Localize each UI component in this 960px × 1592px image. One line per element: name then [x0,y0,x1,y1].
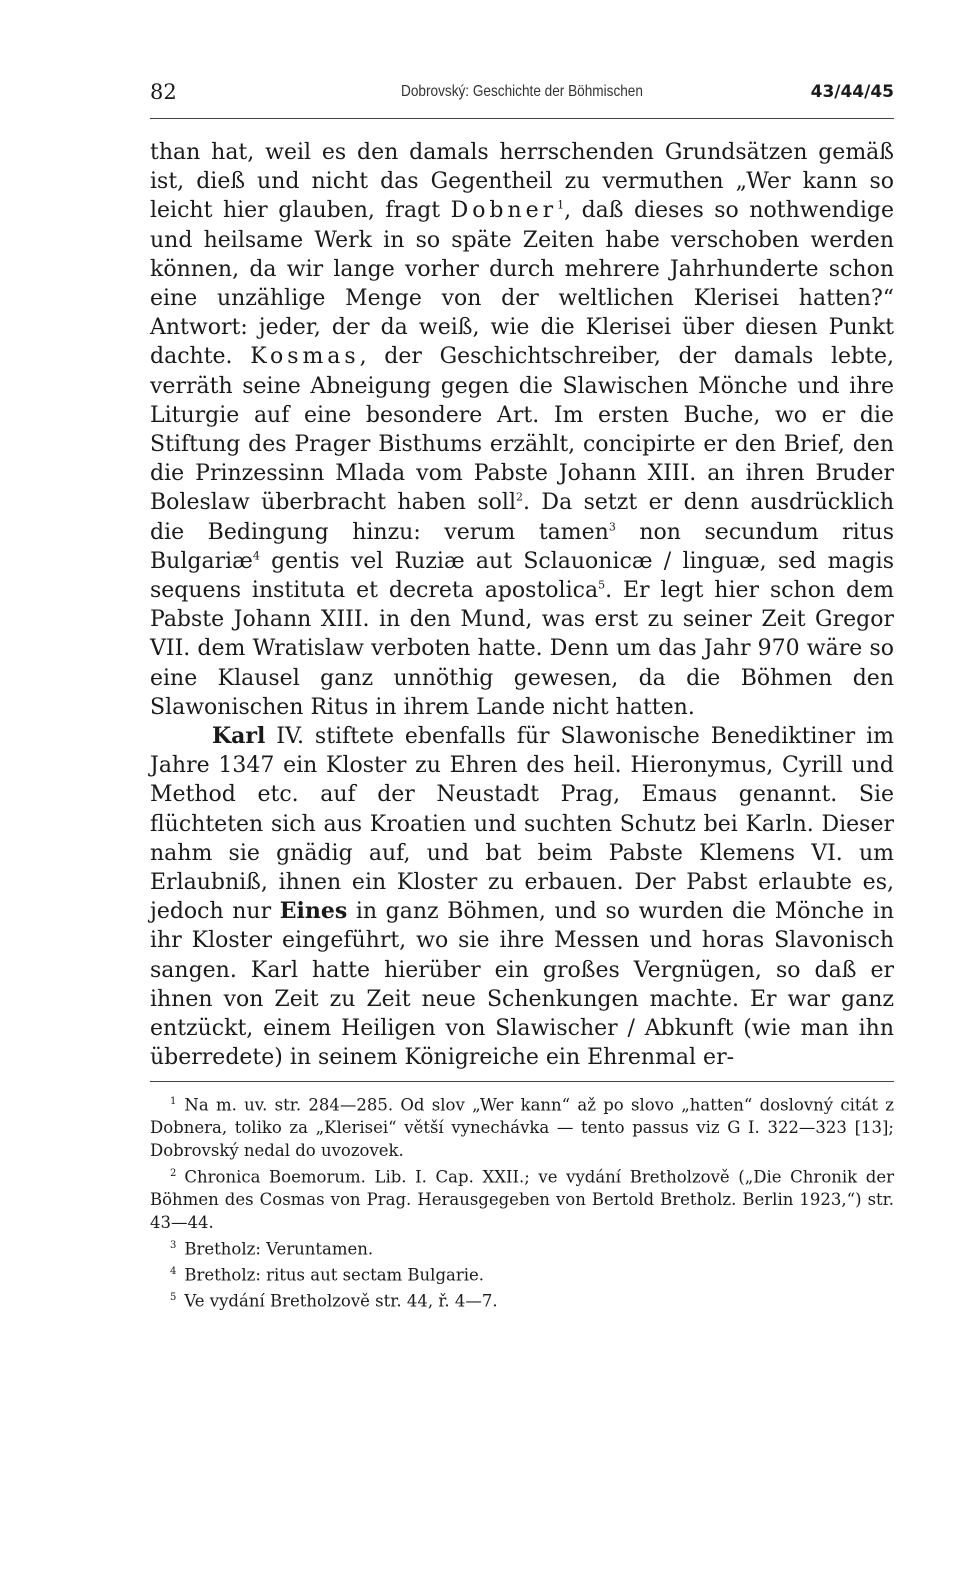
text-run: in ganz Böhmen, und so wurden die Mönche in ihr Kloster eingeführt, wo sie ihre Messen und horas Slavonisch sangen. Karl hatte hierüber ein großes Vergnügen, so daß er ihnen von Zeit zu Zeit neue Schenkungen machte. Er war ganz entzückt, einem Heiligen von Slawischer / Abkunft (wie man ihn überredete) in seinem Königreiche ein Ehrenmal er- [150,899,895,1071]
bold-word: Eines [279,898,348,925]
footnote-ref: 1 [557,199,565,213]
main-text [150,138,894,1073]
footnote-mark: 5 [170,1292,177,1304]
text-run: . Er legt hier schon dem Pabste Johann XIII. in den Mund, was erst zu seiner Zeit Gregor VII. dem Wratislaw verboten hatte. Denn um das Jahr 970 wäre so eine Klausel ganz unnöthig gewesen, da die Böhmen den Slawonischen Ritus in ihrem Lande nicht hatten. [150,578,894,720]
text-run: . Da setzt er denn ausdrücklich die Bedingung hinzu: verum tamen [150,490,894,545]
text-run: IV. stiftete ebenfalls für Slawonische Benediktiner im Jahre 1347 ein Kloster zu Ehren des heil. Hieronymus, Cyrill und Method etc. auf der Neustadt Prag, Emaus genannt. Sie flüchteten sich aus Kroatien und suchten Schutz bei Karln. Dieser nahm sie gnädig auf, und bat beim Pabste Klemens VI. um Erlaubniß, ihnen ein Kloster zu erbauen. Der Pabst erlaubte es, jedoch nur [150,724,894,925]
footnote [150,1261,894,1287]
footnote-text: Bretholz: Veruntamen. [184,1239,374,1259]
footnote [150,1235,894,1261]
running-header [150,78,894,119]
footnote-ref: 5 [598,578,606,592]
text-run: than hat, weil es den damals herrschenden Grundsätzen gemäß ist, dieß und nicht das Gegentheil zu vermuthen „Wer kann so leicht hier glauben, fragt [150,140,894,224]
footnote-text: Chronica Boemorum. Lib. I. Cap. XXII.; ve vydání Bretholzově („Die Chronik der Böhmen des Cosmas von Prag. Herausgegeben von Bertold Bretholz. Berlin 1923,“) str. 43—44. [150,1167,894,1232]
footnote-mark: 4 [170,1266,177,1278]
footnote [150,1163,894,1235]
original-page-numbers: 43/44/45 [810,82,894,102]
footnote-divider [150,1081,894,1082]
footnote-text: Bretholz: ritus aut sectam Bulgarie. [184,1265,485,1285]
bold-name: Karl [212,723,266,750]
footnote-mark: 2 [170,1167,177,1179]
spaced-name: Kosmas [250,344,360,370]
footnote-ref: 3 [608,520,616,534]
footnote-ref: 4 [252,549,260,563]
footnote [150,1091,894,1163]
text-run: gentis vel Ruziæ aut Sclauonicæ / linguæ, sed magis sequens instituta et decreta apostolica [150,548,894,604]
text-run: , der Geschichtschreiber, der damals lebte, verräth seine Abneigung gegen die Slawischen Mönche und ihre Liturgie auf eine besondere Art. Im ersten Buche, wo er die Stiftung des Prager Bisthums erzählt, concipirte er den Brief, den die Prinzessinn Mlada vom Pabste Johann XIII. an ihren Bruder Boleslaw überbracht haben soll [150,344,894,516]
running-title: Dobrovský: Geschichte der Böhmischen [401,83,643,100]
spaced-name: Dobner [450,198,558,224]
footnotes [150,1091,894,1314]
footnote-mark: 3 [170,1239,177,1251]
page-number: 82 [150,80,177,104]
text-run: , daß dieses so nothwendige und heilsame Werk in so späte Zeiten habe verschoben werden können, da wir lange vorher durch mehrere Jahrhunderte schon eine unzählige Menge von der weltlichen Klerisei hatten?“ Antwort: jeder, der da weiß, wie die Klerisei über diesen Punkt dachte. [150,198,894,370]
footnote [150,1287,894,1313]
paragraph [150,138,894,722]
text-run: non secundum ritus Bulgariæ [150,519,894,574]
footnote-text: Ve vydání Bretholzově str. 44, ř. 4—7. [184,1291,498,1311]
footnote-mark: 1 [170,1096,177,1107]
footnote-text: Na m. uv. str. 284—285. Od slov „Wer kann“ až po slovo „hatten“ doslovný citát z Dobnera, toliko za „Klerisei“ větší vynechávka — tento passus viz G I. 322—323 [13]; Dobrovský nedal do uvozovek. [150,1095,894,1161]
paragraph [150,722,894,1072]
footnote-ref: 2 [516,491,524,505]
